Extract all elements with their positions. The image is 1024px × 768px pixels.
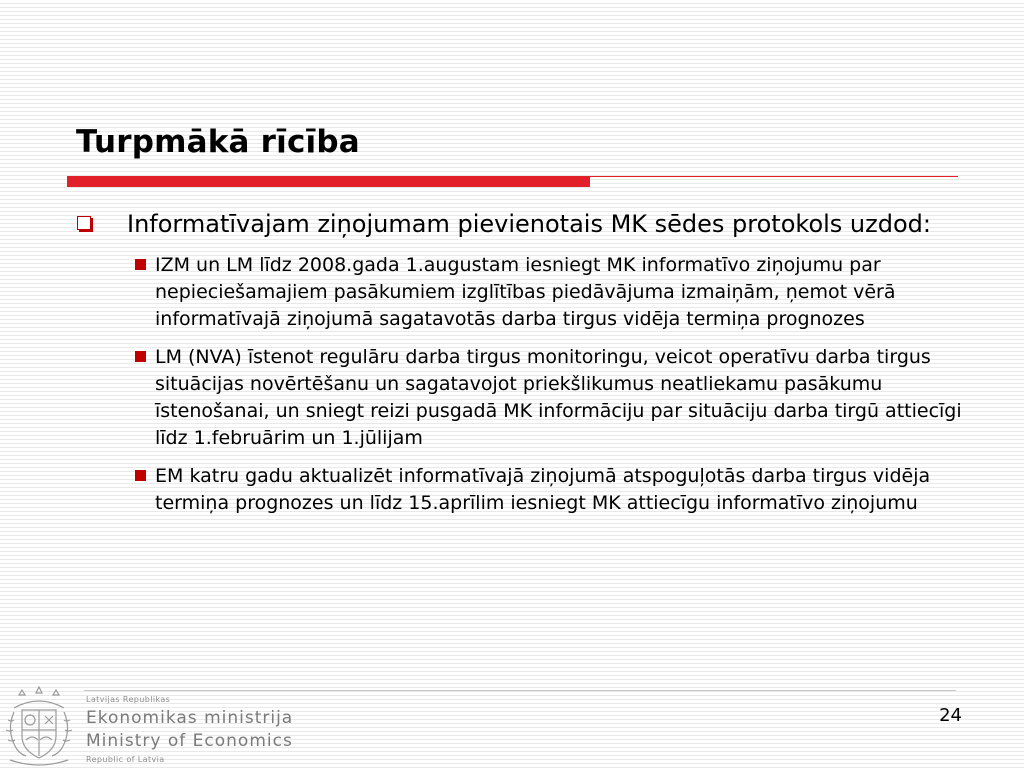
square-bullet-icon: [135, 351, 146, 362]
sub-bullet-item: [131, 463, 966, 517]
logo-text-ministry-lv: Ekonomikas ministrija: [86, 708, 294, 728]
title-underline-thin: [590, 176, 958, 177]
sub-bullet-item: [131, 252, 966, 333]
logo-text-republic-lv: Latvijas Republikas: [86, 695, 171, 704]
main-bullet-text: Informatīvajam ziņojumam pievienotais MK sēdes protokols uzdod:: [127, 210, 931, 238]
sub-bullet-list: [131, 252, 966, 517]
slide-title: Turpmākā rīcība: [76, 124, 360, 160]
footer-divider: [84, 690, 956, 691]
main-bullet-item: [76, 208, 966, 240]
title-underline-thick: [67, 176, 590, 187]
slide-body: [76, 208, 966, 528]
sub-bullet-text: LM (NVA) īstenot regulāru darba tirgus monitoringu, veicot operatīvu darba tirgus situācijas novērtēšanu un sagatavojot priekšlikumus neatliekamu pasākumu īstenošanai, un sniegt reizi pusgadā MK informāciju par situāciju darba tirgū attiecīgi līdz 1.februārim un 1.jūlijam: [155, 346, 962, 449]
page-number: 24: [939, 705, 962, 726]
sub-bullet-item: [131, 344, 966, 452]
square-bullet-icon: [135, 470, 146, 481]
logo-text-ministry-en: Ministry of Economics: [86, 731, 293, 751]
coat-of-arms-icon: [0, 686, 78, 768]
square-bullet-icon: [135, 259, 146, 270]
sub-bullet-text: EM katru gadu aktualizēt informatīvajā ziņojumā atspoguļotās darba tirgus vidēja termiņa prognozes un līdz 15.aprīlim iesniegt MK attiecīgu informatīvo ziņojumu: [155, 465, 931, 514]
logo-text-republic-en: Republic of Latvia: [86, 755, 165, 764]
sub-bullet-text: IZM un LM līdz 2008.gada 1.augustam iesniegt MK informatīvo ziņojumu par nepieciešamajiem pasākumiem izglītības piedāvājuma izmaiņām, ņemot vērā informatīvajā ziņojumā sagatavotās darba tirgus vidēja termiņa prognozes: [155, 254, 896, 330]
checkbox-bullet-icon: [77, 216, 91, 230]
